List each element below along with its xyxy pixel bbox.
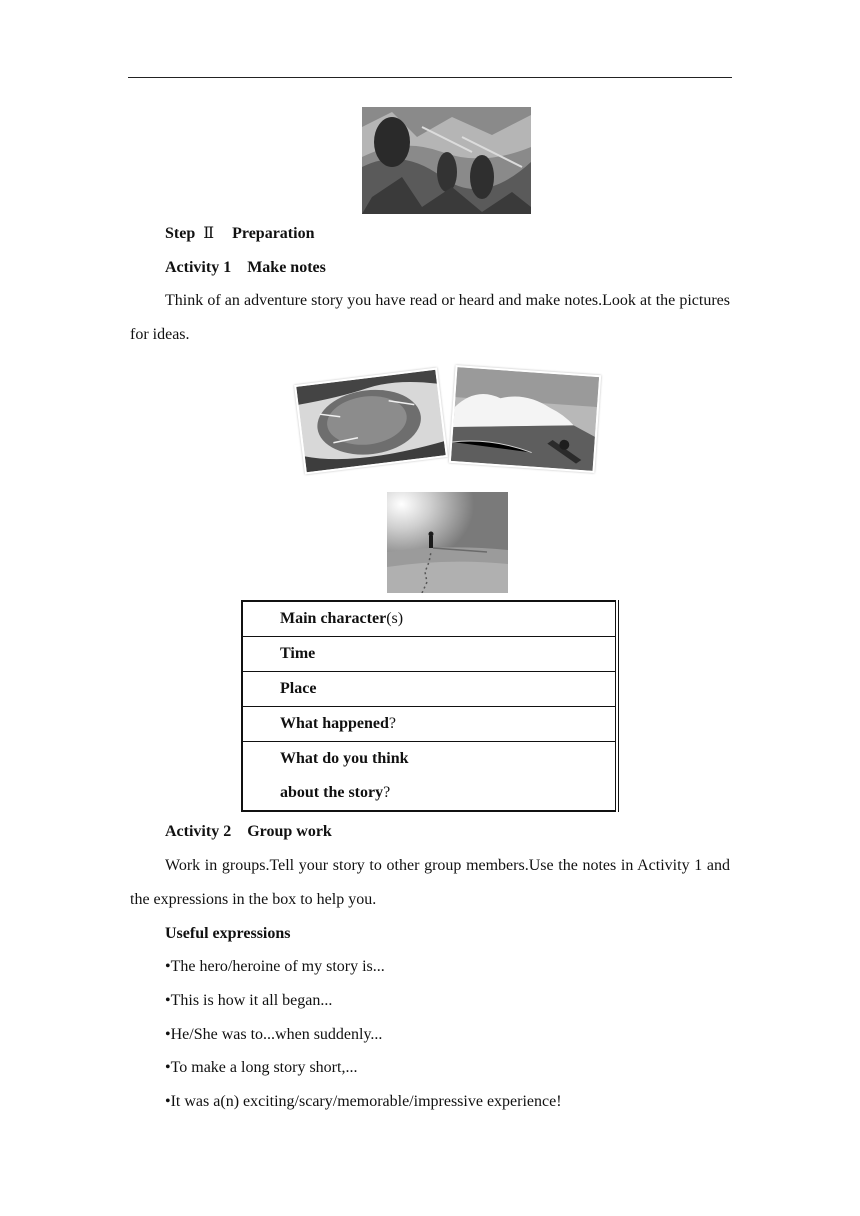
expression-item: •This is how it all began... [165,992,333,1009]
table-row [242,672,617,707]
table-row [242,742,617,812]
step-heading [165,217,314,251]
activity1-instruction: Think of an adventure story you have read or heard and make notes.Look at the pictures for ideas. [130,292,730,343]
expression-item: •To make a long story short,... [165,1059,358,1076]
place-cell[interactable] [242,672,617,707]
step-numeral: Ⅱ [203,225,215,242]
notes-table [241,600,619,812]
expression-item: •He/She was to...when suddenly... [165,1026,383,1043]
row-suffix: (s) [386,610,404,627]
jungle-explorers-photo [362,107,531,214]
expression-item: •It was a(n) exciting/scary/memorable/impressive experience! [165,1093,562,1110]
opinion-cell[interactable] [242,742,617,812]
row-label-line2: about the story [280,784,384,801]
step-title: Preparation [232,225,315,242]
what-happened-cell[interactable] [242,707,617,742]
cave-photo [296,370,445,472]
activity1-heading: Activity 1 Make notes [165,259,326,276]
row-label: Place [280,680,317,697]
desert-walker-photo [387,492,508,593]
row-label: Time [280,645,316,662]
row-suffix: ? [388,715,397,732]
table-row [242,637,617,672]
step-label: Step [165,225,196,242]
kayak-iceberg-photo [451,367,599,471]
row-label: Main character [280,610,387,627]
activity2-heading: Activity 2 Group work [165,823,332,840]
row-suffix: ? [383,784,391,801]
row-label: What happened [280,715,389,732]
table-row [242,707,617,742]
activity2-instruction: Work in groups.Tell your story to other group members.Use the notes in Activity 1 and the expressions in the box to help you. [130,857,730,908]
expression-item: •The hero/heroine of my story is... [165,958,385,975]
time-cell[interactable] [242,637,617,672]
row-label-line1: What do you think [280,750,409,767]
main-character-cell[interactable] [242,601,617,637]
header-rule [128,77,732,78]
table-row [242,601,617,637]
useful-expressions-heading: Useful expressions [165,925,291,942]
